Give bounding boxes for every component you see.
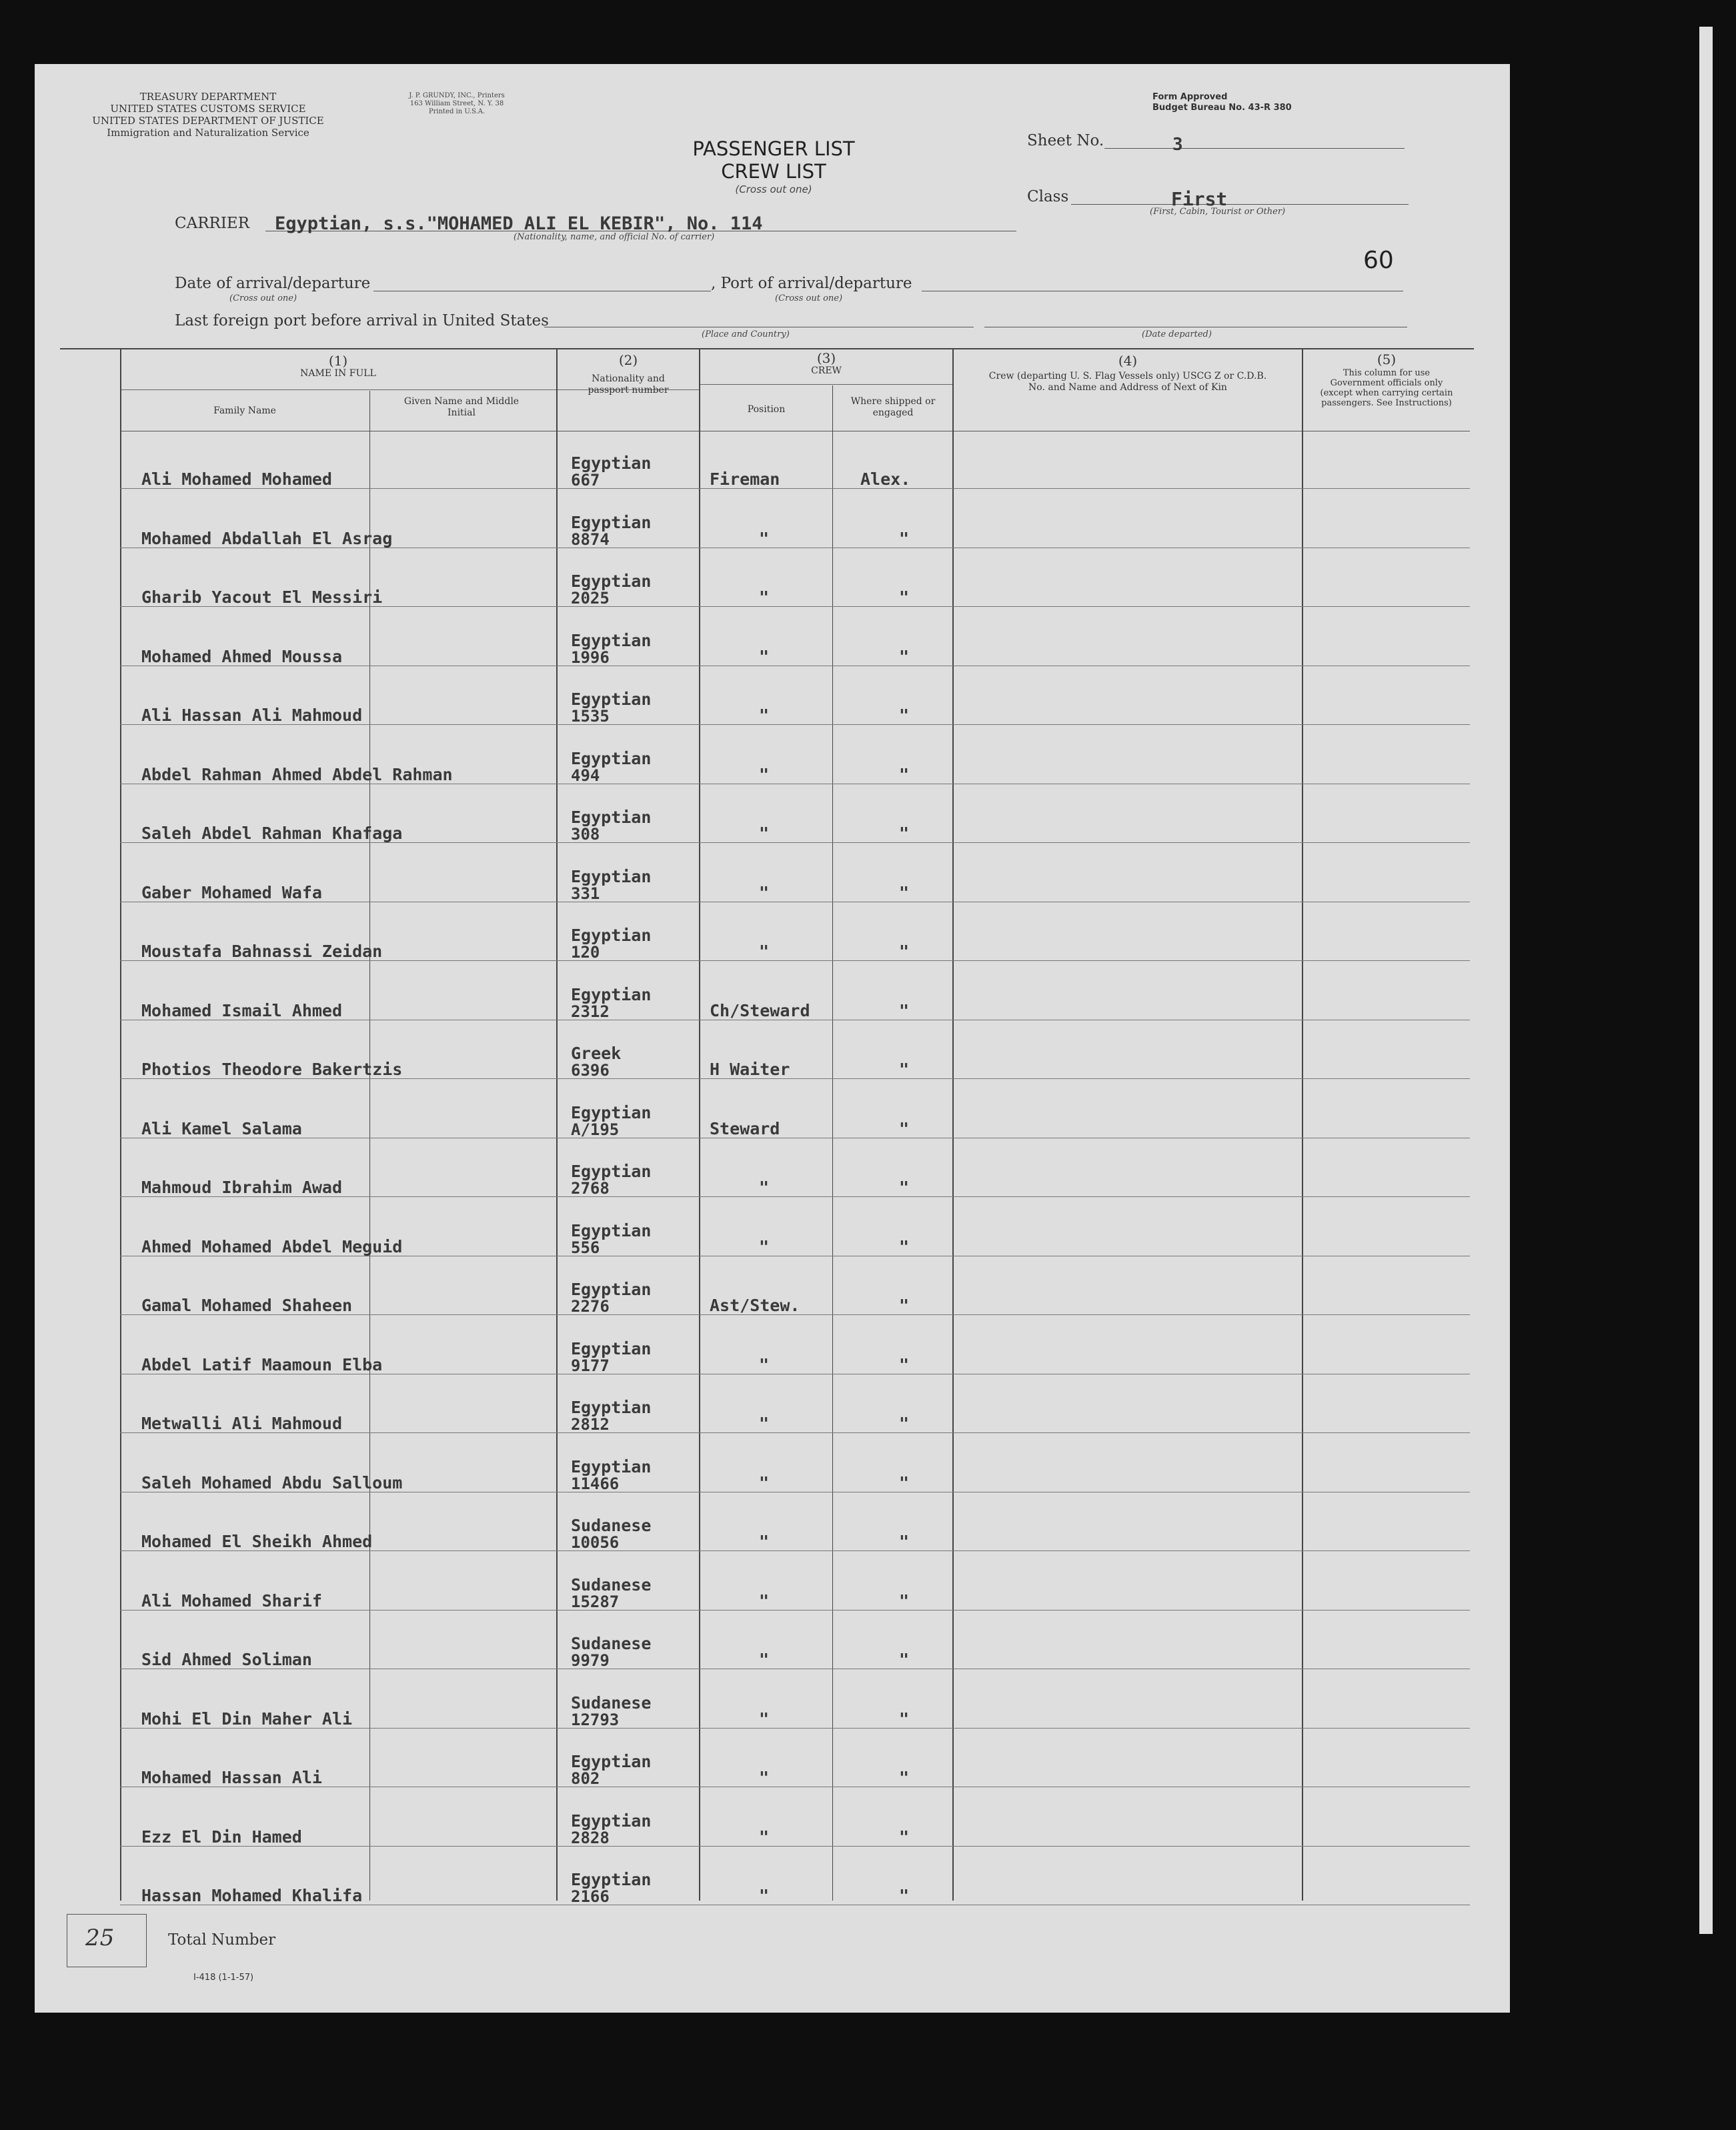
- where-shipped: ": [899, 1709, 910, 1729]
- nationality: Egyptian: [571, 1338, 652, 1358]
- where-shipped: ": [899, 1060, 910, 1079]
- sheet-label: Sheet No.: [1027, 132, 1104, 149]
- crew-position: ": [759, 882, 770, 902]
- col-divider: [832, 385, 833, 1901]
- printer-line: 163 William Street, N. Y. 38: [409, 100, 504, 107]
- passport-number: 1535: [571, 707, 610, 726]
- nationality: Egyptian: [571, 453, 652, 473]
- row-rule: [120, 1846, 1470, 1847]
- crew-position: ": [759, 1886, 770, 1905]
- row-rule: [120, 1610, 1470, 1611]
- form-approved: Form Approved: [1152, 92, 1228, 102]
- nationality: Egyptian: [571, 690, 652, 709]
- passport-number: 2812: [571, 1415, 610, 1434]
- passport-number: A/195: [571, 1120, 620, 1139]
- col5-header: [1303, 351, 1470, 408]
- crew-name: Ali Mohamed Mohamed: [141, 469, 332, 489]
- crew-name: Abdel Rahman Ahmed Abdel Rahman: [141, 764, 453, 784]
- nationality: Egyptian: [571, 1752, 652, 1771]
- where-shipped: ": [899, 1118, 910, 1138]
- crew-name: Mohamed Ahmed Moussa: [141, 646, 343, 666]
- col5-number: (5): [1377, 351, 1397, 367]
- budget-bureau: Budget Bureau No. 43-R 380: [1152, 103, 1292, 113]
- where-shipped: ": [899, 1590, 910, 1611]
- crew-position: ": [759, 942, 770, 961]
- title-passenger-list: PASSENGER LIST: [692, 137, 855, 160]
- nationality: Greek: [571, 1044, 622, 1063]
- passport-number: 2276: [571, 1297, 610, 1316]
- crew-name: Ezz El Din Hamed: [141, 1827, 302, 1847]
- col2-number: (2): [618, 352, 638, 368]
- crew-name: Mohamed Hassan Ali: [141, 1768, 322, 1787]
- form-approved-block: [1152, 92, 1292, 113]
- crew-name: Gamal Mohamed Shaheen: [141, 1296, 353, 1315]
- where-shipped: ": [899, 1354, 910, 1374]
- crew-name: Saleh Abdel Rahman Khafaga: [141, 824, 403, 843]
- nationality: Egyptian: [571, 748, 652, 768]
- where-shipped: ": [899, 882, 910, 902]
- page-number: 60: [1363, 247, 1394, 274]
- adjacent-page-edge: [1699, 27, 1713, 1934]
- nationality: Egyptian: [571, 1398, 652, 1417]
- where-shipped: Alex.: [860, 469, 911, 489]
- carrier-sub: (Nationality, name, and official No. of carrier): [514, 232, 715, 242]
- crew-position: ": [759, 588, 770, 607]
- crew-position: ": [759, 1178, 770, 1197]
- where-shipped: ": [899, 1472, 910, 1492]
- class-label: Class: [1027, 188, 1069, 205]
- nationality: Egyptian: [571, 1811, 652, 1831]
- printer-line: Printed in U.S.A.: [428, 108, 486, 115]
- col4-header: [954, 351, 1302, 393]
- crew-name: Gaber Mohamed Wafa: [141, 882, 322, 902]
- crew-position: ": [759, 824, 770, 843]
- col5-title: This column for use Government officials only (except when carrying certain passengers. See Instructions): [1320, 368, 1453, 408]
- crew-name: Gharib Yacout El Messiri: [141, 588, 383, 607]
- nationality: Egyptian: [571, 572, 652, 591]
- crew-position: Ast/Stew.: [710, 1296, 800, 1315]
- crew-name: Saleh Mohamed Abdu Salloum: [141, 1472, 403, 1492]
- passport-number: 9177: [571, 1356, 610, 1375]
- form-title: [640, 137, 907, 196]
- place-sub: (Place and Country): [702, 329, 790, 339]
- col3-header: [700, 351, 952, 377]
- agency-line: UNITED STATES DEPARTMENT OF JUSTICE: [92, 115, 324, 127]
- form-number: I-418 (1-1-57): [193, 1973, 254, 1983]
- nationality: Sudanese: [571, 1693, 652, 1713]
- crew-position: ": [759, 646, 770, 666]
- nationality: Egyptian: [571, 984, 652, 1004]
- carrier-value: Egyptian, s.s."MOHAMED ALI EL KEBIR", No. 114: [275, 213, 763, 234]
- nationality: Sudanese: [571, 1516, 652, 1535]
- col-divider: [369, 391, 370, 1901]
- title-sub: (Cross out one): [735, 183, 812, 195]
- crew-subhead-rule: [699, 384, 952, 385]
- col-where-shipped: Where shipped or engaged: [850, 396, 936, 418]
- passport-number: 2828: [571, 1828, 610, 1847]
- where-shipped: ": [899, 1650, 910, 1669]
- where-shipped: ": [899, 824, 910, 843]
- crew-name: Mohamed Ismail Ahmed: [141, 1000, 343, 1020]
- crew-name: Photios Theodore Bakertzis: [141, 1060, 403, 1079]
- nationality: Egyptian: [571, 1162, 652, 1181]
- where-shipped: ": [899, 646, 910, 666]
- nationality: Egyptian: [571, 512, 652, 532]
- where-shipped: ": [899, 1000, 910, 1020]
- class-line: [1071, 204, 1409, 205]
- crew-position: ": [759, 1768, 770, 1787]
- passport-number: 2768: [571, 1179, 610, 1198]
- port-sub: (Cross out one): [775, 293, 843, 303]
- crew-position: ": [759, 706, 770, 725]
- nationality: Egyptian: [571, 926, 652, 945]
- carrier-label: CARRIER: [175, 215, 250, 232]
- date-sub: (Cross out one): [229, 293, 297, 303]
- where-shipped: ": [899, 1236, 910, 1256]
- passport-number: 120: [571, 943, 600, 962]
- col-family-name: Family Name: [213, 405, 276, 416]
- crew-name: Ahmed Mohamed Abdel Meguid: [141, 1236, 403, 1256]
- passport-number: 494: [571, 766, 600, 785]
- passport-number: 2166: [571, 1887, 610, 1906]
- where-shipped: ": [899, 1886, 910, 1905]
- col3-title: CREW: [811, 365, 842, 376]
- crew-position: ": [759, 528, 770, 548]
- where-shipped: ": [899, 1296, 910, 1315]
- crew-name: Sid Ahmed Soliman: [141, 1650, 312, 1669]
- date-label: Date of arrival/departure: [175, 275, 371, 292]
- col2-header: [558, 352, 699, 396]
- passport-number: 1996: [571, 648, 610, 667]
- crew-name: Ali Hassan Ali Mahmoud: [141, 706, 363, 725]
- passport-number: 12793: [571, 1710, 620, 1729]
- passport-number: 667: [571, 471, 600, 489]
- total-value: 25: [85, 1925, 115, 1951]
- crew-position: ": [759, 1532, 770, 1551]
- agency-line: UNITED STATES CUSTOMS SERVICE: [110, 103, 306, 115]
- col1-title: NAME IN FULL: [300, 368, 376, 379]
- class-value: First: [1171, 188, 1228, 210]
- passport-number: 6396: [571, 1061, 610, 1080]
- crew-position: H Waiter: [710, 1060, 790, 1079]
- crew-name: Metwalli Ali Mahmoud: [141, 1414, 343, 1433]
- col4-number: (4): [1118, 353, 1138, 369]
- col2-title: Nationality and passport number: [588, 373, 669, 395]
- nationality: Egyptian: [571, 1456, 652, 1476]
- crew-name: Ali Mohamed Sharif: [141, 1590, 322, 1611]
- crew-name: Mohamed El Sheikh Ahmed: [141, 1532, 373, 1551]
- passport-number: 9979: [571, 1651, 610, 1670]
- agency-block: [61, 91, 355, 139]
- table-top-rule: [60, 348, 1474, 349]
- col1-header: [120, 353, 556, 379]
- date-departed-sub: (Date departed): [1142, 329, 1212, 339]
- col-position: Position: [747, 404, 786, 415]
- crew-position: ": [759, 764, 770, 784]
- where-shipped: ": [899, 942, 910, 961]
- crew-position: Fireman: [710, 469, 780, 489]
- where-shipped: ": [899, 1827, 910, 1847]
- passport-number: 2312: [571, 1002, 610, 1021]
- nationality: Egyptian: [571, 1280, 652, 1299]
- passport-number: 8874: [571, 529, 610, 549]
- col4-title: Crew (departing U. S. Flag Vessels only) USCG Z or C.D.B. No. and Name and Address of Next of Kin: [988, 371, 1267, 393]
- total-label: Total Number: [168, 1931, 276, 1949]
- crew-position: ": [759, 1472, 770, 1492]
- crew-position: ": [759, 1650, 770, 1669]
- col1-number: (1): [328, 353, 348, 369]
- nationality: Sudanese: [571, 1574, 652, 1594]
- last-port-label: Last foreign port before arrival in United States: [175, 312, 549, 329]
- crew-position: ": [759, 1709, 770, 1729]
- passport-number: 308: [571, 825, 600, 844]
- col-given-name: Given Name and Middle Initial: [403, 396, 520, 418]
- class-sub: (First, Cabin, Tourist or Other): [1150, 207, 1286, 217]
- crew-position: ": [759, 1827, 770, 1847]
- crew-name: Mohi El Din Maher Ali: [141, 1709, 353, 1729]
- port-label: , Port of arrival/departure: [711, 275, 912, 292]
- passport-number: 2025: [571, 589, 610, 608]
- passport-number: 556: [571, 1238, 600, 1257]
- nationality: Sudanese: [571, 1634, 652, 1653]
- agency-line: TREASURY DEPARTMENT: [139, 91, 277, 103]
- crew-position: Steward: [710, 1118, 780, 1138]
- sheet-line: [1104, 148, 1405, 149]
- passport-number: 10056: [571, 1533, 620, 1552]
- where-shipped: ": [899, 1532, 910, 1551]
- where-shipped: ": [899, 764, 910, 784]
- title-crew-list: CREW LIST: [721, 160, 826, 183]
- passport-number: 11466: [571, 1474, 620, 1493]
- agency-line: Immigration and Naturalization Service: [107, 127, 309, 139]
- crew-position: ": [759, 1414, 770, 1433]
- crew-name: Mahmoud Ibrahim Awad: [141, 1178, 343, 1197]
- crew-name: Abdel Latif Maamoun Elba: [141, 1354, 383, 1374]
- nationality: Egyptian: [571, 1870, 652, 1889]
- nationality: Egyptian: [571, 1102, 652, 1122]
- where-shipped: ": [899, 1414, 910, 1433]
- passport-number: 15287: [571, 1592, 620, 1611]
- nationality: Egyptian: [571, 1220, 652, 1240]
- nationality: Egyptian: [571, 866, 652, 886]
- crew-position: ": [759, 1354, 770, 1374]
- where-shipped: ": [899, 528, 910, 548]
- nationality: Egyptian: [571, 808, 652, 827]
- crew-name: Moustafa Bahnassi Zeidan: [141, 942, 383, 961]
- sheet-value: 3: [1172, 135, 1183, 155]
- where-shipped: ": [899, 706, 910, 725]
- crew-name: Ali Kamel Salama: [141, 1118, 302, 1138]
- crew-position: ": [759, 1236, 770, 1256]
- passport-number: 802: [571, 1769, 600, 1788]
- col3-number: (3): [816, 350, 836, 366]
- crew-name: Hassan Mohamed Khalifa: [141, 1886, 363, 1905]
- where-shipped: ": [899, 1768, 910, 1787]
- printer-block: [373, 92, 540, 116]
- where-shipped: ": [899, 1178, 910, 1197]
- printer-line: J. P. GRUNDY, INC., Printers: [409, 92, 505, 99]
- passport-number: 331: [571, 884, 600, 903]
- crew-position: Ch/Steward: [710, 1000, 810, 1020]
- crew-name: Mohamed Abdallah El Asrag: [141, 528, 393, 548]
- crew-position: ": [759, 1590, 770, 1611]
- where-shipped: ": [899, 588, 910, 607]
- nationality: Egyptian: [571, 630, 652, 650]
